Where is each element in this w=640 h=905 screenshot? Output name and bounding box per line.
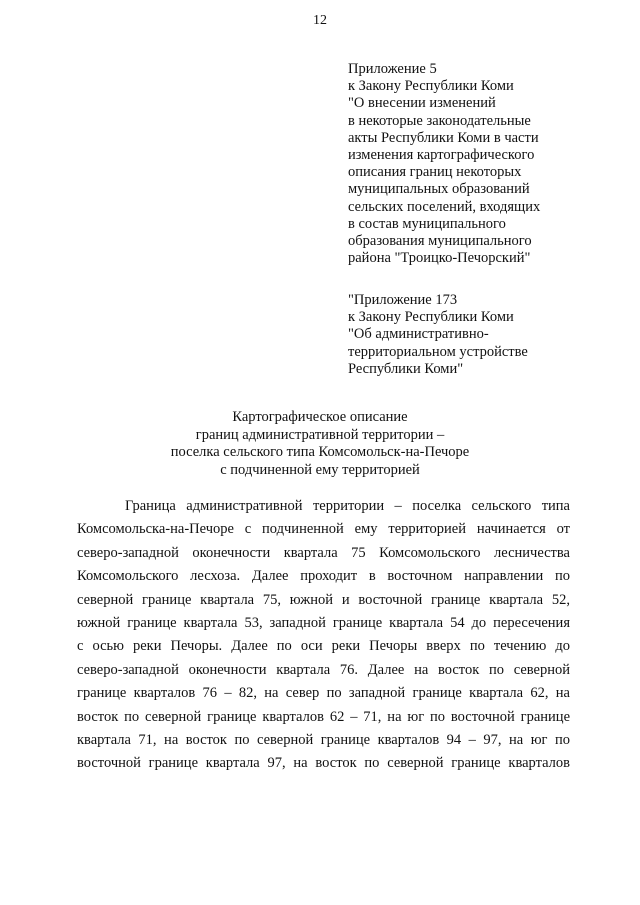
annex-173-line: к Закону Республики Коми bbox=[348, 309, 514, 326]
body-paragraph bbox=[77, 495, 570, 776]
annex-173-line: "Об административно- bbox=[348, 326, 489, 343]
body-line: северной границе квартала 75, южной и восточной границе квартала 52, bbox=[77, 591, 570, 608]
heading-line: поселка сельского типа Комсомольск-на-Печоре bbox=[170, 444, 470, 461]
heading-line: Картографическое описание bbox=[232, 409, 408, 425]
annex-5-line: района "Троицко-Печорский" bbox=[348, 250, 531, 267]
annex-5-line: в состав муниципального bbox=[348, 215, 506, 232]
annex-5-line: Приложение 5 bbox=[348, 61, 437, 77]
heading-line: границ административной территории – bbox=[195, 426, 445, 443]
annex-5-line: в некоторые законодательные bbox=[348, 112, 531, 129]
annex-5-line: образования муниципального bbox=[348, 233, 532, 250]
annex-5-line: к Закону Республики Коми bbox=[348, 78, 514, 95]
body-line: южной границе квартала 53, западной границе квартала 54 до пересечения bbox=[77, 615, 570, 632]
annex-5-line: "О внесении изменений bbox=[348, 95, 496, 112]
body-line: северо-западной оконечности квартала 75 Комсомольского лесничества bbox=[77, 544, 570, 561]
body-line: Граница административной территории – поселка сельского типа bbox=[125, 498, 570, 514]
annex-173-line: Республики Коми" bbox=[348, 360, 464, 377]
annex-5-line: описания границ некоторых bbox=[348, 164, 522, 181]
heading-line: с подчиненной ему территорией bbox=[220, 461, 420, 478]
body-line: с осью реки Печоры. Далее по оси реки Печоры вверх по течению до bbox=[77, 638, 570, 655]
annex-5-line: сельских поселений, входящих bbox=[348, 198, 541, 215]
body-line: восток по северной границе кварталов 62 – 71, на юг по восточной границе bbox=[77, 708, 570, 725]
page-number: 12 bbox=[313, 13, 327, 28]
annex-5-line: акты Республики Коми в части bbox=[348, 129, 539, 146]
body-line: Комсомольска-на-Печоре с подчиненной ему территорией начинается от bbox=[77, 521, 570, 538]
annex-5-line: муниципальных образований bbox=[348, 181, 530, 198]
body-line: квартала 71, на восток по северной границе кварталов 94 – 97, на юг по bbox=[77, 732, 570, 749]
body-line: северо-западной оконечности квартала 76. Далее на восток по северной bbox=[77, 661, 570, 678]
annex-173-line: территориальном устройстве bbox=[348, 343, 528, 360]
body-line: восточной границе квартала 97, на восток по северной границе кварталов bbox=[77, 755, 570, 772]
body-line: границе кварталов 76 – 82, на север по западной границе квартала 62, на bbox=[77, 685, 570, 702]
document-heading bbox=[0, 409, 640, 479]
annex-5-line: изменения картографического bbox=[348, 147, 535, 164]
annex-173-line: "Приложение 173 bbox=[348, 292, 458, 308]
body-line: Комсомольского лесхоза. Далее проходит в восточном направлении по bbox=[77, 568, 570, 585]
annex-173-header bbox=[348, 292, 618, 378]
annex-5-header bbox=[348, 61, 618, 267]
